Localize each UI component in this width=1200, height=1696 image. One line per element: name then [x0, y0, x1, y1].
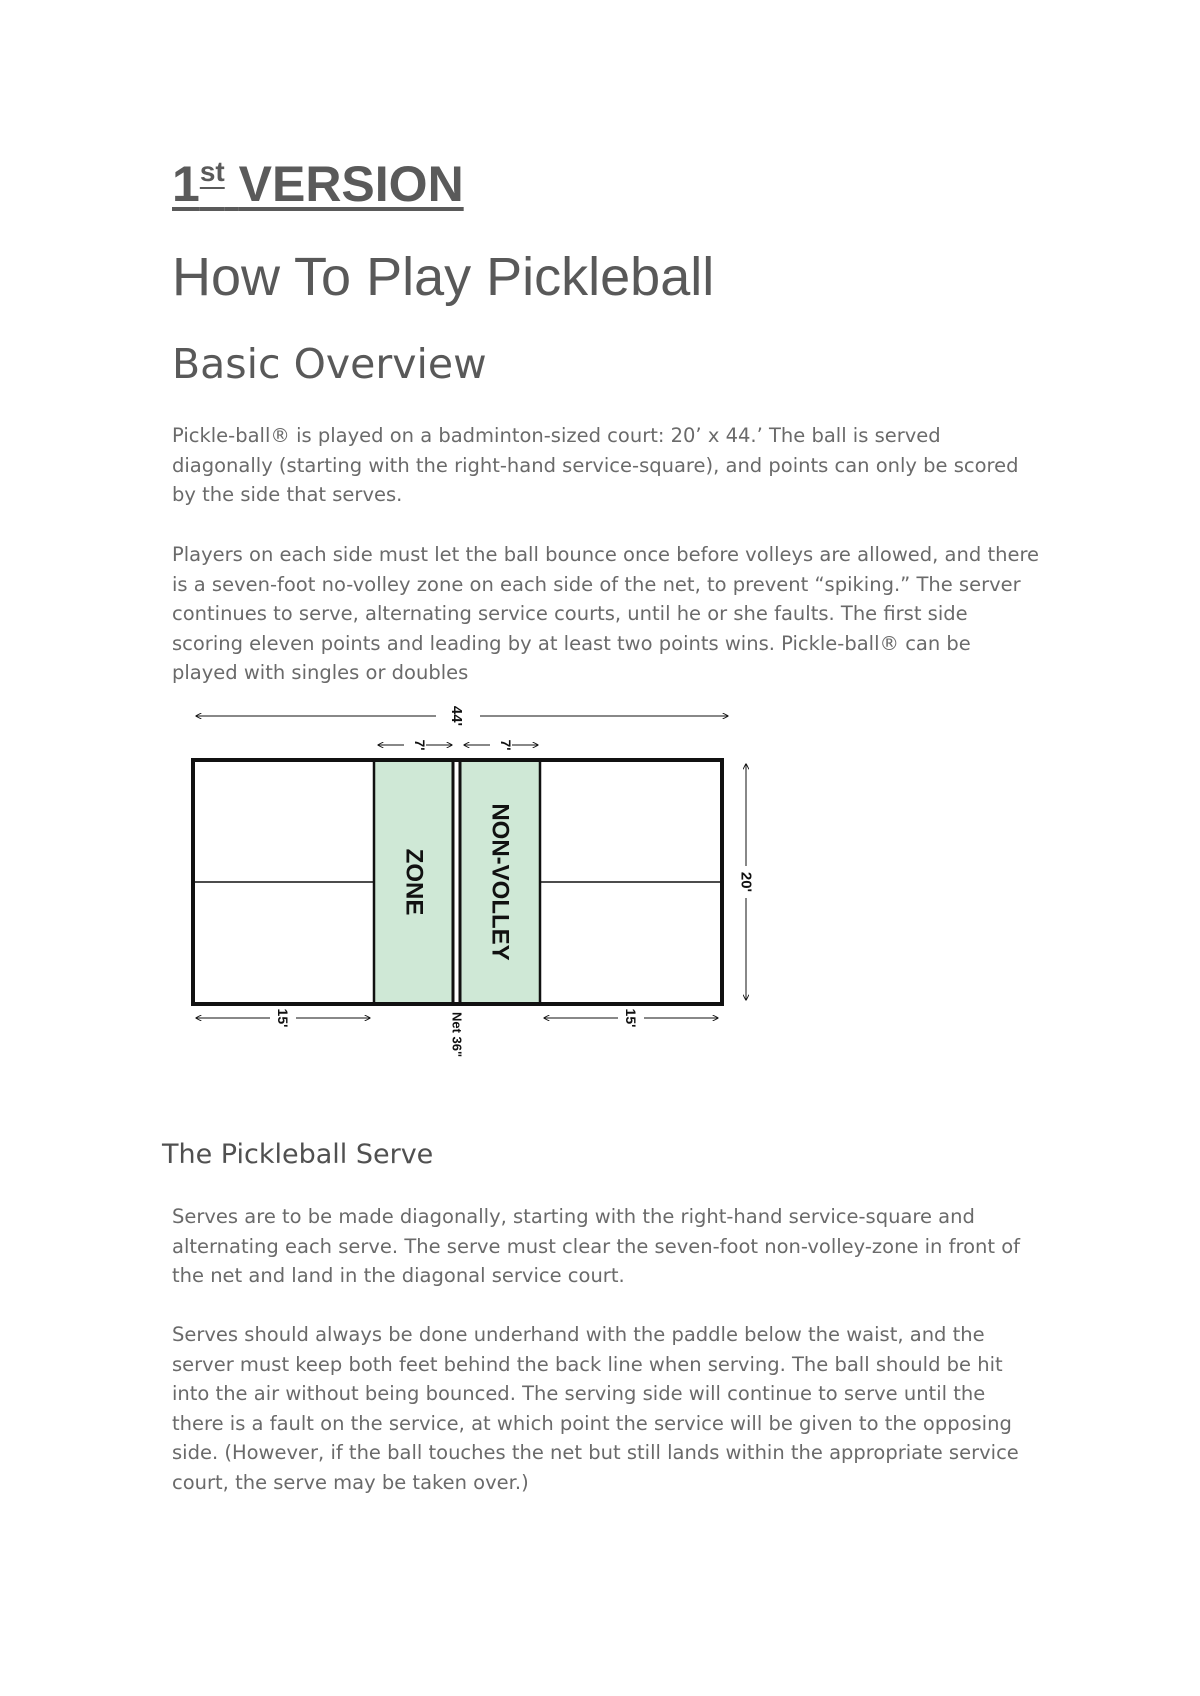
version-word: VERSION — [238, 156, 464, 212]
serve-paragraph-2: Serves should always be done underhand with the paddle below the waist, and the server must keep both feet behind the back line when serving. The ball should be hit into the air without being bounced. The serving side will continue to serve until the there is a fault on the service, at which point the service will be given to the opposing side. (However, if the ball touches the net but still lands within the appropriate service court, the serve may be taken over.) — [172, 1323, 1019, 1494]
net-height-label: Net 36" — [449, 1012, 465, 1058]
overview-paragraph-2: Players on each side must let the ball bounce once before volleys are allowed, and there is a seven-foot no-volley zone on each side of the net, to prevent “spiking.” The server continues to serve, alternating service courts, until he or she faults. The first side scoring eleven points and leading by at least two points wins. Pickle-ball® can be played with singles or doubles — [172, 543, 1040, 684]
overview-paragraph-1: Pickle-ball® is played on a badminton-sized court: 20’ x 44.’ The ball is served diagonally (starting with the right-hand service-square), and points can only be scored by the side that serves. — [172, 424, 1019, 506]
version-suffix: st — [199, 156, 225, 187]
version-heading — [172, 156, 464, 212]
width-label: 20' — [737, 871, 755, 893]
length-label: 44' — [448, 705, 465, 727]
zone-right-label: 7' — [498, 739, 514, 751]
page-title: How To Play Pickleball — [172, 247, 715, 307]
back-left-label: 15' — [275, 1008, 291, 1028]
version-number: 1 — [172, 156, 200, 212]
non-volley-text: NON-VOLLEY — [486, 803, 514, 961]
zone-text: ZONE — [400, 848, 428, 916]
back-right-label: 15' — [623, 1008, 639, 1028]
section-heading-basic-overview: Basic Overview — [172, 340, 487, 388]
serve-paragraph-1: Serves are to be made diagonally, starting with the right-hand service-square and alternating each serve. The serve must clear the seven-foot non-volley-zone in front of the net and land in the diagonal service court. — [172, 1205, 1020, 1287]
section-heading-pickleball-serve: The Pickleball Serve — [162, 1139, 434, 1170]
court-diagram — [178, 700, 768, 1100]
zone-left-label: 7' — [412, 739, 428, 751]
